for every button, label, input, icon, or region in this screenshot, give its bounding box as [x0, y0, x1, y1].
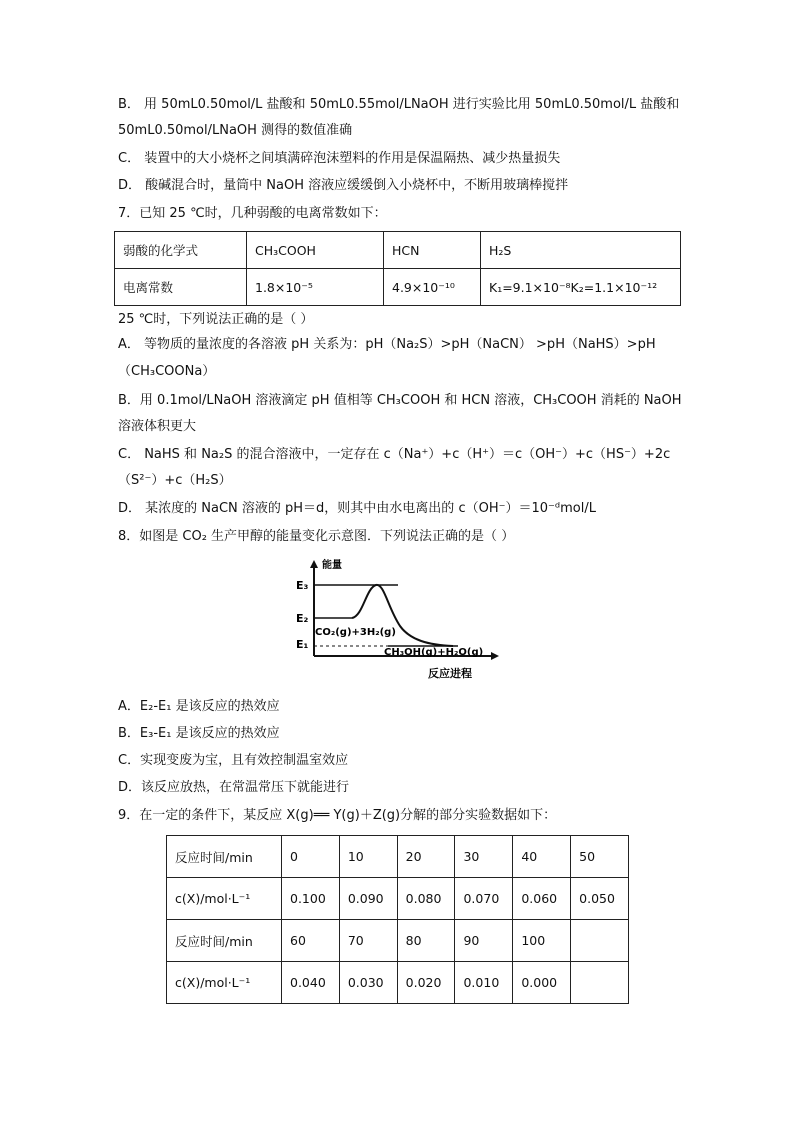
- q7-k-2: 4.9×10⁻¹⁰: [384, 269, 481, 306]
- q7-acid-2: HCN: [384, 232, 481, 269]
- q9-conc-label-1: c(X)/mol·L⁻¹: [167, 878, 282, 920]
- q7-option-a-line2: （CH₃COONa）: [118, 364, 216, 379]
- q9-time-cell: 60: [282, 920, 340, 962]
- table-row: [167, 878, 629, 920]
- table-row: [167, 920, 629, 962]
- q9-time-cell: 30: [455, 836, 513, 878]
- q9-conc-cell: 0.070: [455, 878, 513, 920]
- e1-label: E₁: [296, 638, 309, 651]
- q9-conc-cell: 0.080: [397, 878, 455, 920]
- q7-row1-label: 弱酸的化学式: [115, 232, 247, 269]
- q6-option-d: D． 酸碱混合时，量筒中 NaOH 溶液应缓缓倒入小烧杯中，不断用玻璃棒搅拌: [118, 178, 569, 193]
- reaction-progress-label: 反应进程: [428, 667, 472, 680]
- table-row: [115, 269, 681, 306]
- q9-time-cell: 20: [397, 836, 455, 878]
- q9-conc-cell: 0.030: [339, 962, 397, 1004]
- q9-time-cell: 10: [339, 836, 397, 878]
- y-axis-arrow-icon: [310, 560, 318, 568]
- products-label: CH₃OH(g)+H₂O(g): [384, 647, 484, 658]
- q7-option-d: D． 某浓度的 NaCN 溶液的 pH＝d，则其中由水电离出的 c（OH⁻）＝10⁻ᵈmol/L: [118, 501, 596, 516]
- q7-k-1: 1.8×10⁻⁵: [247, 269, 384, 306]
- table-row: [115, 232, 681, 269]
- q9-time-cell: 0: [282, 836, 340, 878]
- energy-axis-label: 能量: [322, 560, 342, 571]
- q7-acid-3: H₂S: [481, 232, 681, 269]
- q8-option-b: B．E₃-E₁ 是该反应的热效应: [118, 726, 280, 741]
- q9-table: [166, 835, 629, 1004]
- q9-stem: 9．在一定的条件下，某反应 X(g)══ Y(g)＋Z(g)分解的部分实验数据如下：: [118, 808, 557, 823]
- e3-label: E₃: [296, 579, 309, 592]
- q8-option-d: D．该反应放热，在常温常压下就能进行: [118, 780, 350, 795]
- q7-option-c-line2: （S²⁻）+c（H₂S）: [118, 473, 232, 488]
- q7-table: [114, 231, 681, 306]
- q9-time-label-2: 反应时间/min: [167, 920, 282, 962]
- table-row: [167, 836, 629, 878]
- q7-option-c-line1: C． NaHS 和 Na₂S 的混合溶液中，一定存在 c（Na⁺）+c（H⁺）＝c（OH⁻）+c（HS⁻）+2c: [118, 447, 671, 462]
- q9-conc-cell: 0.060: [513, 878, 571, 920]
- q8-option-a: A．E₂-E₁ 是该反应的热效应: [118, 699, 280, 714]
- q9-conc-cell: 0.090: [339, 878, 397, 920]
- q9-time-cell: 90: [455, 920, 513, 962]
- energy-diagram: [288, 558, 503, 683]
- q7-k-3: K₁=9.1×10⁻⁸K₂=1.1×10⁻¹²: [481, 269, 681, 306]
- q9-time-cell: [571, 920, 629, 962]
- q9-time-cell: 40: [513, 836, 571, 878]
- q9-time-cell: 50: [571, 836, 629, 878]
- q9-conc-cell: 0.100: [282, 878, 340, 920]
- table-row: [167, 962, 629, 1004]
- q7-stem: 7．已知 25 ℃时，几种弱酸的电离常数如下：: [118, 206, 387, 221]
- q7-question: 25 ℃时，下列说法正确的是（ ）: [118, 312, 314, 327]
- q9-time-label-1: 反应时间/min: [167, 836, 282, 878]
- q6-option-b-line2: 50mL0.50mol/LNaOH 测得的数值准确: [118, 123, 353, 138]
- q8-stem: 8．如图是 CO₂ 生产甲醇的能量变化示意图．下列说法正确的是（ ）: [118, 529, 515, 544]
- q6-option-b-line1: B． 用 50mL0.50mol/L 盐酸和 50mL0.55mol/LNaOH 进行实验比用 50mL0.50mol/L 盐酸和: [118, 97, 680, 112]
- q9-conc-cell: 0.010: [455, 962, 513, 1004]
- reactants-label: CO₂(g)+3H₂(g): [315, 627, 396, 638]
- q9-time-cell: 70: [339, 920, 397, 962]
- x-axis-arrow-icon: [491, 652, 499, 660]
- q9-conc-cell: 0.050: [571, 878, 629, 920]
- q7-acid-1: CH₃COOH: [247, 232, 384, 269]
- q7-option-b-line2: 溶液体积更大: [118, 419, 197, 434]
- q8-option-c: C．实现变废为宝，且有效控制温室效应: [118, 753, 349, 768]
- q7-option-a-line1: A． 等物质的量浓度的各溶液 pH 关系为：pH（Na₂S）>pH（NaCN） >pH（NaHS）>pH: [118, 337, 656, 352]
- e2-label: E₂: [296, 612, 309, 625]
- q9-time-cell: 80: [397, 920, 455, 962]
- q9-conc-label-2: c(X)/mol·L⁻¹: [167, 962, 282, 1004]
- q6-option-c: C． 装置中的大小烧杯之间填满碎泡沫塑料的作用是保温隔热、减少热量损失: [118, 151, 561, 166]
- q7-row2-label: 电离常数: [115, 269, 247, 306]
- q9-conc-cell: [571, 962, 629, 1004]
- q9-time-cell: 100: [513, 920, 571, 962]
- q9-conc-cell: 0.020: [397, 962, 455, 1004]
- q9-conc-cell: 0.040: [282, 962, 340, 1004]
- q9-conc-cell: 0.000: [513, 962, 571, 1004]
- q7-option-b-line1: B．用 0.1mol/LNaOH 溶液滴定 pH 值相等 CH₃COOH 和 HCN 溶液，CH₃COOH 消耗的 NaOH: [118, 393, 682, 408]
